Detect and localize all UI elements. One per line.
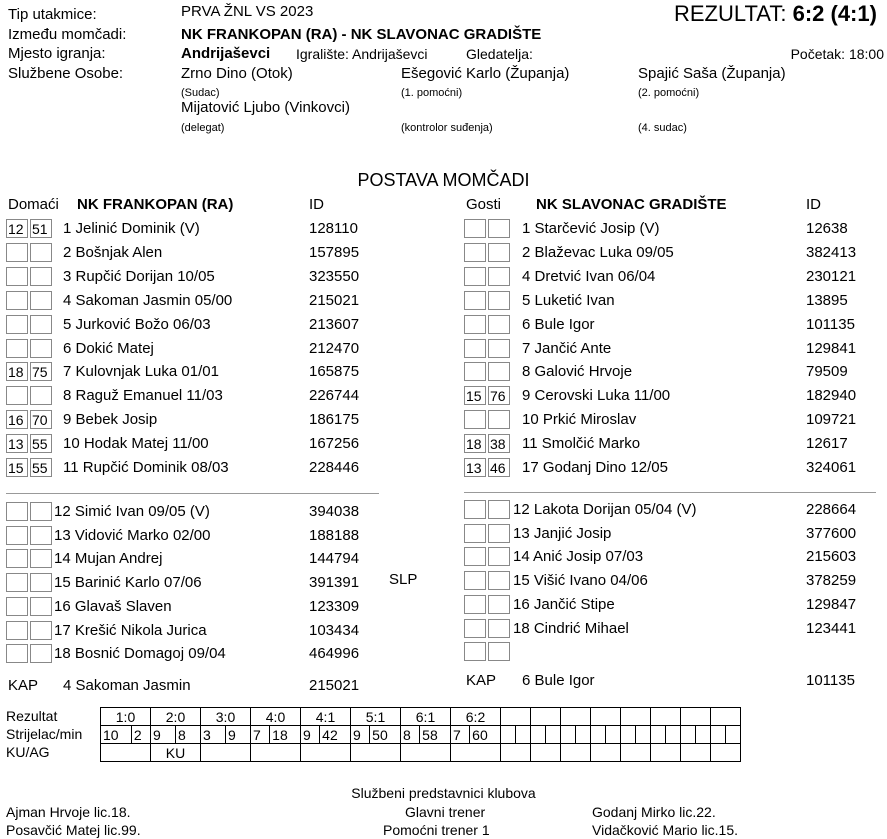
scorer-minute-cell: 58	[420, 726, 451, 744]
home-player-id: 103434	[309, 621, 360, 639]
home-box-2: 51	[30, 219, 52, 238]
home-box-1	[6, 291, 28, 310]
away-player-id: 109721	[806, 411, 857, 429]
score-cell	[621, 708, 651, 726]
away-box-1	[464, 619, 486, 638]
mjesto-value: Andrijaševci	[181, 45, 271, 62]
official-role: (1. pomoćni)	[401, 87, 463, 99]
home-divider	[6, 493, 379, 494]
home-box-2	[30, 339, 52, 358]
home-box-1: 16	[6, 410, 28, 429]
home-player-id: 226744	[309, 387, 360, 405]
away-box-2: 76	[488, 386, 510, 405]
scorer-minute-cell: 9	[226, 726, 251, 744]
official-name: Spajić Saša (Županja)	[638, 65, 786, 82]
home-box-2	[30, 573, 52, 592]
away-box-2: 38	[488, 434, 510, 453]
home-box-1: 12	[6, 219, 28, 238]
home-box-1	[6, 386, 28, 405]
scorer-minute-cell	[636, 726, 651, 744]
official-role: (kontrolor suđenja)	[401, 122, 493, 134]
away-divider	[464, 492, 876, 493]
kuag-cell	[101, 744, 151, 762]
home-player-name: 7 Kulovnjak Luka 01/01	[63, 363, 219, 381]
away-kap-label: KAP	[466, 672, 497, 689]
official-role: (delegat)	[181, 122, 225, 134]
home-kap-player: 4 Sakoman Jasmin	[63, 677, 191, 694]
away-box-1	[464, 291, 486, 310]
home-player-name: 3 Rupčić Dorijan 10/05	[63, 267, 215, 285]
kuag-cell	[301, 744, 351, 762]
scorer-number-cell: 7	[251, 726, 270, 744]
home-player-name: 15 Barinić Karlo 07/06	[54, 574, 202, 592]
home-player-name: 17 Krešić Nikola Jurica	[54, 621, 207, 639]
away-player-id: 215603	[806, 548, 857, 566]
scorer-number-cell: 8	[401, 726, 420, 744]
home-player-id: 165875	[309, 363, 360, 381]
away-player-id: 378259	[806, 572, 857, 590]
home-player-name: 12 Simić Ivan 09/05 (V)	[54, 503, 210, 520]
home-player-name: 11 Rupčić Dominik 08/03	[63, 459, 229, 476]
home-player-name: 2 Bošnjak Alen	[63, 243, 163, 261]
away-box-2	[488, 243, 510, 262]
sluzbene-label: Službene Osobe:	[8, 65, 124, 82]
home-player-id: 391391	[309, 574, 360, 592]
scorer-number-cell	[681, 726, 696, 744]
away-player-name: 18 Cindrić Mihael	[513, 619, 629, 637]
home-player-name: 14 Mujan Andrej	[54, 550, 163, 568]
away-player-id: 101135	[806, 315, 855, 333]
gledatelja: Gledatelja:	[466, 46, 533, 62]
home-box-1	[6, 549, 28, 568]
home-player-id: 144794	[309, 550, 360, 568]
kuag-cell	[501, 744, 531, 762]
away-box-2	[488, 595, 510, 614]
home-side-label: Domaći	[8, 196, 59, 213]
home-box-2	[30, 315, 52, 334]
scorer-number-cell: 10	[101, 726, 132, 744]
scorer-number-cell: 9	[301, 726, 320, 744]
away-player-name: 6 Bule Igor	[522, 315, 595, 333]
home-box-2	[30, 243, 52, 262]
home-box-2	[30, 549, 52, 568]
scorer-minute-cell: 18	[270, 726, 301, 744]
official-role: (2. pomoćni)	[638, 87, 700, 99]
footer-title: Službeni predstavnici klubova	[351, 785, 536, 801]
away-player-id: 12638	[806, 220, 848, 237]
away-side-label: Gosti	[466, 196, 502, 213]
away-box-1	[464, 595, 486, 614]
home-kap-label: KAP	[8, 677, 39, 694]
rezultat-value: 6:2 (4:1)	[792, 1, 877, 26]
away-box-1	[464, 219, 486, 238]
home-box-1	[6, 315, 28, 334]
home-id-label: ID	[309, 196, 324, 213]
score-cell	[711, 708, 741, 726]
home-box-1	[6, 597, 28, 616]
home-box-1: 18	[6, 362, 28, 381]
home-box-2: 70	[30, 410, 52, 429]
home-player-id: 212470	[309, 339, 360, 357]
home-box-2: 55	[30, 458, 52, 477]
away-box-2	[488, 291, 510, 310]
away-player-name: 17 Godanj Dino 12/05	[522, 459, 668, 476]
home-box-2	[30, 502, 52, 521]
home-player-name: 5 Jurković Božo 06/03	[63, 315, 211, 333]
away-player-id: 12617	[806, 435, 848, 453]
away-box-1	[464, 524, 486, 543]
slp-label: SLP	[389, 571, 418, 588]
kuag-cell	[451, 744, 501, 762]
scorer-minute-cell	[546, 726, 561, 744]
away-box-2: 46	[488, 458, 510, 477]
izmedu-value: NK FRANKOPAN (RA) - NK SLAVONAC GRADIŠTE	[181, 26, 542, 43]
away-team: NK SLAVONAC GRADIŠTE	[536, 196, 727, 213]
away-box-1: 18	[464, 434, 486, 453]
scorer-minute-cell	[606, 726, 621, 744]
away-id-label: ID	[806, 196, 821, 213]
away-box-1	[464, 500, 486, 519]
kuag-cell	[591, 744, 621, 762]
home-player-name: 10 Hodak Matej 11/00	[63, 435, 209, 453]
official-role: (Sudac)	[181, 87, 220, 99]
home-player-id: 167256	[309, 435, 360, 453]
away-player-id: 13895	[806, 291, 848, 309]
tip-label: Tip utakmice:	[8, 6, 97, 23]
home-player-name: 8 Raguž Emanuel 11/03	[63, 387, 223, 405]
home-box-1	[6, 243, 28, 262]
scorer-number-cell	[561, 726, 576, 744]
score-cell: 2:0	[151, 708, 201, 726]
away-player-id: 182940	[806, 387, 857, 405]
kuag-cell	[251, 744, 301, 762]
away-box-2	[488, 619, 510, 638]
scorer-number-cell	[711, 726, 726, 744]
home-box-1	[6, 644, 28, 663]
away-player-name: 12 Lakota Dorijan 05/04 (V)	[513, 501, 697, 518]
official-name: Ešegović Karlo (Županja)	[401, 65, 570, 82]
footer-left: Ajman Hrvoje lic.18.	[6, 804, 131, 820]
rezultat	[674, 1, 877, 27]
scorer-minute-cell	[576, 726, 591, 744]
tip-value: PRVA ŽNL VS 2023	[181, 3, 314, 20]
home-box-2	[30, 267, 52, 286]
home-box-2	[30, 644, 52, 663]
footer-left: Posavčić Matej lic.99.	[6, 822, 141, 838]
score-cell: 5:1	[351, 708, 401, 726]
home-player-name: 1 Jelinić Dominik (V)	[63, 220, 200, 237]
scorer-minute-cell: 60	[470, 726, 501, 744]
away-box-2	[488, 267, 510, 286]
kuag-cell	[401, 744, 451, 762]
score-cell: 1:0	[101, 708, 151, 726]
away-box-2	[488, 315, 510, 334]
home-player-id: 188188	[309, 526, 360, 544]
away-box-2	[488, 642, 510, 661]
home-kap-id: 215021	[309, 677, 360, 694]
scorer-number-cell: 7	[451, 726, 470, 744]
kuag-cell	[621, 744, 651, 762]
kuag-cell	[531, 744, 561, 762]
scorer-number-cell	[501, 726, 516, 744]
away-box-1	[464, 315, 486, 334]
strijelac-row-label: Strijelac/min	[6, 726, 83, 742]
home-player-name: 13 Vidović Marko 02/00	[54, 526, 211, 544]
home-box-1	[6, 621, 28, 640]
away-box-1: 13	[464, 458, 486, 477]
home-box-2	[30, 526, 52, 545]
scorer-number-cell: 9	[351, 726, 370, 744]
score-cell	[681, 708, 711, 726]
score-cell: 6:2	[451, 708, 501, 726]
scorer-number-cell	[621, 726, 636, 744]
away-box-1	[464, 410, 486, 429]
official-name: Zrno Dino (Otok)	[181, 65, 293, 82]
home-player-id: 215021	[309, 291, 360, 309]
away-box-2	[488, 547, 510, 566]
home-player-id: 128110	[309, 220, 358, 237]
home-player-name: 9 Bebek Josip	[63, 411, 158, 429]
away-player-id: 123441	[806, 619, 857, 637]
home-player-name: 18 Bosnić Domagoj 09/04	[54, 645, 226, 663]
away-player-name: 1 Starčević Josip (V)	[522, 220, 660, 237]
away-player-name: 14 Anić Josip 07/03	[513, 548, 644, 566]
home-player-id: 323550	[309, 267, 360, 285]
scorer-number-cell: 9	[151, 726, 176, 744]
away-player-name: 7 Jančić Ante	[522, 339, 612, 357]
away-box-2	[488, 339, 510, 358]
score-cell: 3:0	[201, 708, 251, 726]
home-box-2: 75	[30, 362, 52, 381]
away-player-name: 9 Cerovski Luka 11/00	[522, 387, 671, 405]
kuag-cell	[201, 744, 251, 762]
home-player-id: 464996	[309, 645, 360, 663]
away-player-id: 79509	[806, 363, 848, 381]
official-role: (4. sudac)	[638, 122, 687, 134]
scorer-number-cell	[531, 726, 546, 744]
away-player-name: 4 Dretvić Ivan 06/04	[522, 267, 656, 285]
kuag-cell: KU	[151, 744, 201, 762]
kuag-row-label: KU/AG	[6, 744, 50, 760]
kuag-cell	[681, 744, 711, 762]
away-box-1	[464, 571, 486, 590]
official-name: Mijatović Ljubo (Vinkovci)	[181, 99, 350, 116]
away-box-2	[488, 410, 510, 429]
score-row	[101, 708, 741, 726]
score-cell	[561, 708, 591, 726]
away-kap-id: 101135	[806, 672, 855, 689]
away-box-2	[488, 362, 510, 381]
away-box-2	[488, 219, 510, 238]
away-player-id: 129841	[806, 339, 857, 357]
away-player-name: 10 Prkić Miroslav	[522, 411, 637, 429]
izmedu-label: Između momčadi:	[8, 26, 127, 43]
scorer-minute-cell: 50	[370, 726, 401, 744]
home-box-1	[6, 502, 28, 521]
home-player-name: 6 Dokić Matej	[63, 339, 154, 357]
kuag-cell	[351, 744, 401, 762]
home-box-2: 55	[30, 434, 52, 453]
rezultat-row-label: Rezultat	[6, 708, 58, 724]
away-box-1	[464, 267, 486, 286]
away-box-1	[464, 243, 486, 262]
score-cell	[591, 708, 621, 726]
home-player-id: 157895	[309, 243, 360, 261]
away-player-id: 382413	[806, 243, 857, 261]
home-player-id: 213607	[309, 315, 360, 333]
away-box-2	[488, 500, 510, 519]
away-player-name: 16 Jančić Stipe	[513, 595, 615, 613]
away-player-name: 15 Višić Ivano 04/06	[513, 572, 648, 590]
score-cell: 4:0	[251, 708, 301, 726]
igraliste: Igralište: Andrijaševci	[296, 46, 428, 62]
away-box-2	[488, 524, 510, 543]
home-box-1	[6, 267, 28, 286]
home-box-2	[30, 291, 52, 310]
away-player-name: 5 Luketić Ivan	[522, 291, 615, 309]
scorer-minute-cell: 2	[131, 726, 150, 744]
home-box-2	[30, 597, 52, 616]
scorer-minute-cell: 8	[176, 726, 201, 744]
away-box-2	[488, 571, 510, 590]
away-player-name: 13 Janjić Josip	[513, 524, 612, 542]
scorer-minute-cell	[696, 726, 711, 744]
home-box-1	[6, 526, 28, 545]
away-player-id: 324061	[806, 459, 857, 476]
home-player-name: 4 Sakoman Jasmin 05/00	[63, 291, 233, 309]
footer-mid: Pomoćni trener 1	[383, 822, 490, 838]
scorer-minute-cell	[666, 726, 681, 744]
away-box-1	[464, 547, 486, 566]
away-player-id: 228664	[806, 501, 857, 518]
away-player-name: 2 Blaževac Luka 09/05	[522, 243, 674, 261]
scorer-number-cell	[591, 726, 606, 744]
kuag-row	[101, 744, 741, 762]
footer-mid: Glavni trener	[405, 804, 486, 820]
footer-right: Vidačković Mario lic.15.	[592, 822, 739, 838]
away-box-1: 15	[464, 386, 486, 405]
score-cell	[651, 708, 681, 726]
lineup-title: POSTAVA MOMČADI	[357, 170, 530, 190]
score-cell: 6:1	[401, 708, 451, 726]
scorer-number-cell: 3	[201, 726, 226, 744]
home-box-1: 13	[6, 434, 28, 453]
scorer-minute-cell: 42	[320, 726, 351, 744]
home-player-id: 123309	[309, 597, 360, 615]
footer-right: Godanj Mirko lic.22.	[592, 804, 716, 820]
home-box-1	[6, 573, 28, 592]
away-player-id: 230121	[806, 267, 857, 285]
kuag-cell	[711, 744, 741, 762]
mjesto-label: Mjesto igranja:	[8, 45, 106, 62]
scorer-minute-cell	[726, 726, 741, 744]
score-cell	[501, 708, 531, 726]
home-player-id: 228446	[309, 459, 360, 476]
away-player-id: 377600	[806, 524, 857, 542]
rezultat-label: REZULTAT:	[674, 1, 787, 26]
home-player-id: 186175	[309, 411, 360, 429]
score-cell	[531, 708, 561, 726]
home-player-id: 394038	[309, 503, 360, 520]
away-player-name: 11 Smolčić Marko	[522, 435, 641, 453]
scorer-number-cell	[651, 726, 666, 744]
away-player-id: 129847	[806, 595, 857, 613]
score-table	[100, 707, 741, 762]
away-player-name: 8 Galović Hrvoje	[522, 363, 633, 381]
score-cell: 4:1	[301, 708, 351, 726]
home-box-1	[6, 339, 28, 358]
home-player-name: 16 Glavaš Slaven	[54, 597, 172, 615]
away-box-1	[464, 339, 486, 358]
home-box-2	[30, 386, 52, 405]
kuag-cell	[651, 744, 681, 762]
home-team: NK FRANKOPAN (RA)	[77, 196, 234, 213]
scorer-row	[101, 726, 741, 744]
scorer-minute-cell	[516, 726, 531, 744]
kuag-cell	[561, 744, 591, 762]
away-box-1	[464, 362, 486, 381]
pocetak: Početak: 18:00	[790, 46, 884, 62]
away-kap-player: 6 Bule Igor	[522, 672, 595, 689]
home-box-2	[30, 621, 52, 640]
away-box-1	[464, 642, 486, 661]
home-box-1: 15	[6, 458, 28, 477]
